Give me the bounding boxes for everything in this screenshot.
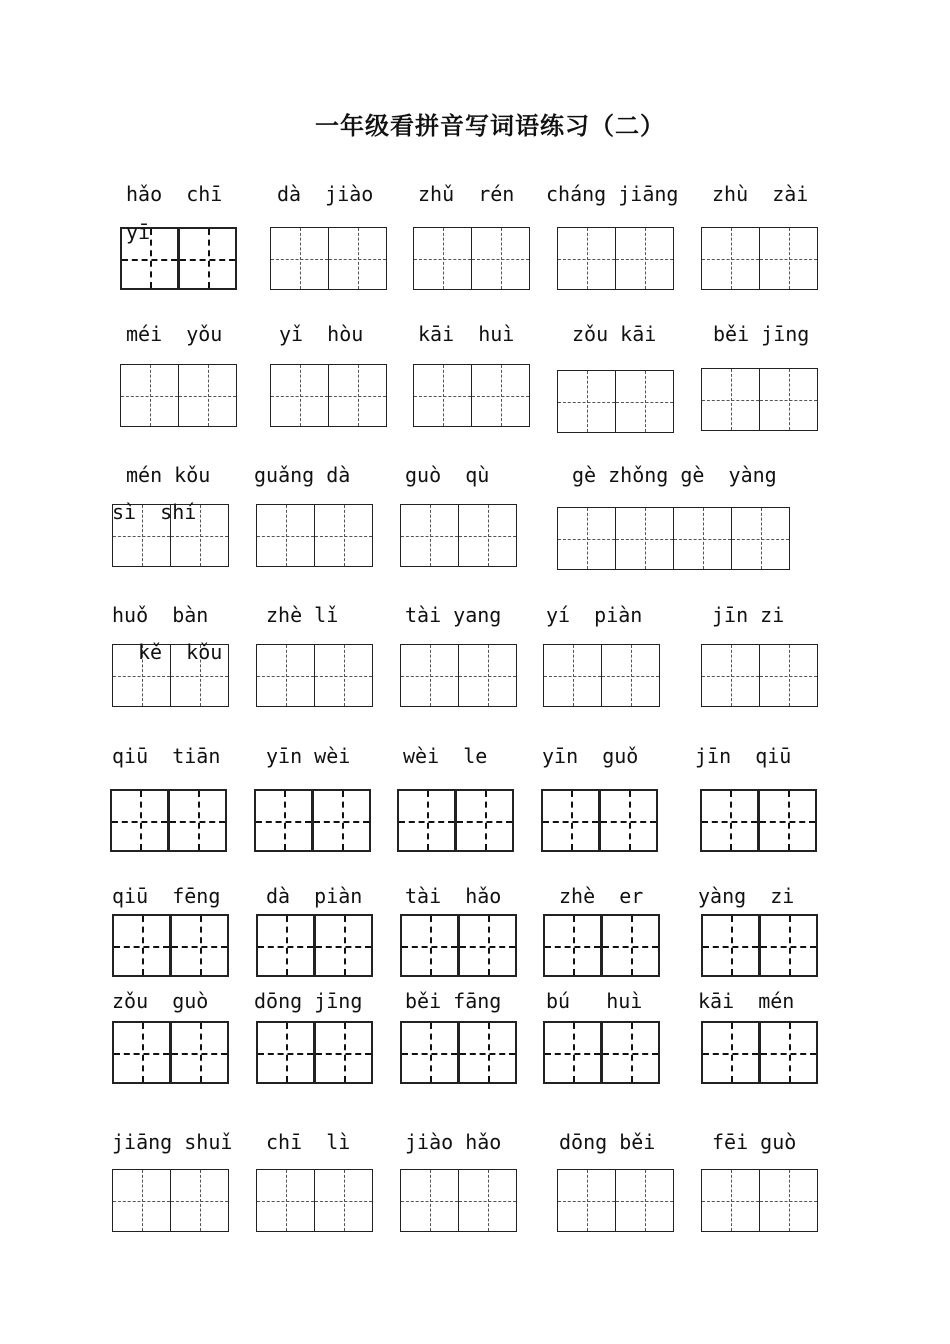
writing-grid-cell[interactable] bbox=[400, 1169, 459, 1232]
writing-grid-cell[interactable] bbox=[112, 914, 171, 977]
writing-grid-cell[interactable] bbox=[759, 644, 818, 707]
pinyin-label: tài yang bbox=[405, 603, 502, 627]
writing-grid-cell[interactable] bbox=[413, 364, 472, 427]
pinyin-label: wèi le bbox=[403, 744, 488, 768]
writing-grid-cell[interactable] bbox=[328, 364, 387, 427]
writing-grid-cell[interactable] bbox=[170, 914, 229, 977]
writing-grid-cell[interactable] bbox=[256, 914, 315, 977]
writing-grid-cell[interactable] bbox=[178, 364, 237, 427]
writing-grid-cell[interactable] bbox=[615, 227, 674, 290]
pinyin-label: dà jiào bbox=[277, 182, 374, 206]
writing-grid-cell[interactable] bbox=[256, 644, 315, 707]
pinyin-label: guǎng dà bbox=[254, 463, 351, 487]
writing-grid-cell[interactable] bbox=[112, 1169, 171, 1232]
writing-grid-cell[interactable] bbox=[759, 1021, 818, 1084]
writing-grid-cell[interactable] bbox=[256, 504, 315, 567]
writing-grid-cell[interactable] bbox=[701, 1169, 760, 1232]
pinyin-label: yǐ hòu bbox=[279, 322, 364, 346]
writing-grid-cell[interactable] bbox=[112, 1021, 171, 1084]
writing-grid-cell[interactable] bbox=[314, 504, 373, 567]
pinyin-label: zǒu kāi bbox=[572, 322, 657, 346]
writing-grid-cell[interactable] bbox=[701, 644, 760, 707]
writing-grid-cell[interactable] bbox=[701, 368, 760, 431]
writing-grid-cell[interactable] bbox=[400, 504, 459, 567]
writing-grid-cell[interactable] bbox=[700, 789, 759, 852]
pinyin-label: chī lì bbox=[266, 1130, 351, 1154]
writing-grid-cell[interactable] bbox=[170, 1169, 229, 1232]
writing-grid-cell[interactable] bbox=[601, 1021, 660, 1084]
writing-grid-cell[interactable] bbox=[557, 370, 616, 433]
writing-grid-cell[interactable] bbox=[328, 227, 387, 290]
pinyin-label: běi jīng bbox=[713, 322, 810, 346]
writing-grid-cell[interactable] bbox=[413, 227, 472, 290]
pinyin-label: guò qù bbox=[405, 463, 490, 487]
writing-grid-cell[interactable] bbox=[615, 1169, 674, 1232]
writing-grid-cell[interactable] bbox=[701, 1021, 760, 1084]
writing-grid-cell[interactable] bbox=[314, 914, 373, 977]
pinyin-label: mén kǒu bbox=[126, 463, 211, 487]
pinyin-label: zǒu guò bbox=[112, 989, 209, 1013]
writing-grid-cell[interactable] bbox=[458, 504, 517, 567]
writing-grid-cell[interactable] bbox=[458, 1169, 517, 1232]
pinyin-label: jīn qiū bbox=[695, 744, 792, 768]
writing-grid-cell[interactable] bbox=[759, 368, 818, 431]
writing-grid-cell[interactable] bbox=[615, 507, 674, 570]
writing-grid-cell[interactable] bbox=[110, 789, 169, 852]
pinyin-label: kāi huì bbox=[418, 322, 515, 346]
writing-grid-cell[interactable] bbox=[312, 789, 371, 852]
writing-grid-cell[interactable] bbox=[731, 507, 790, 570]
writing-grid-cell[interactable] bbox=[455, 789, 514, 852]
pinyin-label: huǒ bàn bbox=[112, 603, 209, 627]
pinyin-label: hǎo chī bbox=[126, 182, 223, 206]
pinyin-label: tài hǎo bbox=[405, 884, 502, 908]
pinyin-label: zhǔ rén bbox=[418, 182, 515, 206]
writing-grid-cell[interactable] bbox=[557, 227, 616, 290]
writing-grid-cell[interactable] bbox=[759, 914, 818, 977]
writing-grid-cell[interactable] bbox=[758, 789, 817, 852]
pinyin-label: qiū tiān bbox=[112, 744, 221, 768]
pinyin-label: dōng běi bbox=[559, 1130, 656, 1154]
writing-grid-cell[interactable] bbox=[759, 227, 818, 290]
writing-grid-cell[interactable] bbox=[458, 1021, 517, 1084]
writing-grid-cell[interactable] bbox=[458, 914, 517, 977]
pinyin-label: cháng jiāng bbox=[546, 182, 679, 206]
pinyin-label: zhè lǐ bbox=[266, 603, 339, 627]
writing-grid-cell[interactable] bbox=[471, 227, 530, 290]
pinyin-label: qiū fēng bbox=[112, 884, 221, 908]
pinyin-label: jiào hǎo bbox=[405, 1130, 502, 1154]
writing-grid-cell[interactable] bbox=[541, 789, 600, 852]
pinyin-label: zhè er bbox=[559, 884, 644, 908]
writing-grid-cell[interactable] bbox=[557, 1169, 616, 1232]
writing-grid-cell[interactable] bbox=[400, 1021, 459, 1084]
pinyin-label: běi fāng bbox=[405, 989, 502, 1013]
pinyin-label: fēi guò bbox=[712, 1130, 797, 1154]
writing-grid-cell[interactable] bbox=[120, 364, 179, 427]
writing-grid-cell[interactable] bbox=[557, 507, 616, 570]
writing-grid-cell[interactable] bbox=[256, 1021, 315, 1084]
writing-grid-cell[interactable] bbox=[759, 1169, 818, 1232]
pinyin-label: yàng zi bbox=[698, 884, 795, 908]
writing-grid-cell[interactable] bbox=[601, 644, 660, 707]
writing-grid-cell[interactable] bbox=[170, 1021, 229, 1084]
pinyin-label-overlap: kě kǒu bbox=[138, 640, 223, 664]
writing-grid-cell[interactable] bbox=[254, 789, 313, 852]
page-title: 一年级看拼音写词语练习（二） bbox=[315, 112, 665, 140]
pinyin-label: bú huì bbox=[546, 989, 643, 1013]
pinyin-label: jiāng shuǐ bbox=[112, 1130, 233, 1154]
writing-grid-cell[interactable] bbox=[543, 1021, 602, 1084]
writing-grid-cell[interactable] bbox=[615, 370, 674, 433]
writing-grid-cell[interactable] bbox=[178, 227, 237, 290]
pinyin-label: méi yǒu bbox=[126, 322, 223, 346]
pinyin-label: yīn guǒ bbox=[542, 744, 639, 768]
writing-grid-cell[interactable] bbox=[397, 789, 456, 852]
writing-grid-cell[interactable] bbox=[599, 789, 658, 852]
writing-grid-cell[interactable] bbox=[314, 1169, 373, 1232]
writing-grid-cell[interactable] bbox=[701, 914, 760, 977]
pinyin-label: gè zhǒng gè yàng bbox=[572, 463, 777, 487]
writing-grid-cell[interactable] bbox=[400, 914, 459, 977]
writing-grid-cell[interactable] bbox=[543, 914, 602, 977]
writing-grid-cell[interactable] bbox=[270, 364, 329, 427]
writing-grid-cell[interactable] bbox=[400, 644, 459, 707]
pinyin-label: yí piàn bbox=[546, 603, 643, 627]
pinyin-label: yīn wèi bbox=[266, 744, 351, 768]
pinyin-label: dōng jīng bbox=[254, 989, 363, 1013]
writing-grid-cell[interactable] bbox=[701, 227, 760, 290]
writing-grid-cell[interactable] bbox=[673, 507, 732, 570]
writing-grid-cell[interactable] bbox=[270, 227, 329, 290]
pinyin-label: zhù zài bbox=[712, 182, 809, 206]
pinyin-label: jīn zi bbox=[712, 603, 785, 627]
pinyin-label: kāi mén bbox=[698, 989, 795, 1013]
pinyin-label: dà piàn bbox=[266, 884, 363, 908]
pinyin-label-overlap: yī bbox=[126, 220, 151, 244]
writing-grid-cell[interactable] bbox=[168, 789, 227, 852]
writing-grid-cell[interactable] bbox=[543, 644, 602, 707]
writing-grid-cell[interactable] bbox=[471, 364, 530, 427]
writing-grid-cell[interactable] bbox=[314, 1021, 373, 1084]
pinyin-label-overlap: sì shí bbox=[112, 500, 197, 524]
writing-grid-cell[interactable] bbox=[256, 1169, 315, 1232]
writing-grid-cell[interactable] bbox=[314, 644, 373, 707]
writing-grid-cell[interactable] bbox=[458, 644, 517, 707]
writing-grid-cell[interactable] bbox=[601, 914, 660, 977]
